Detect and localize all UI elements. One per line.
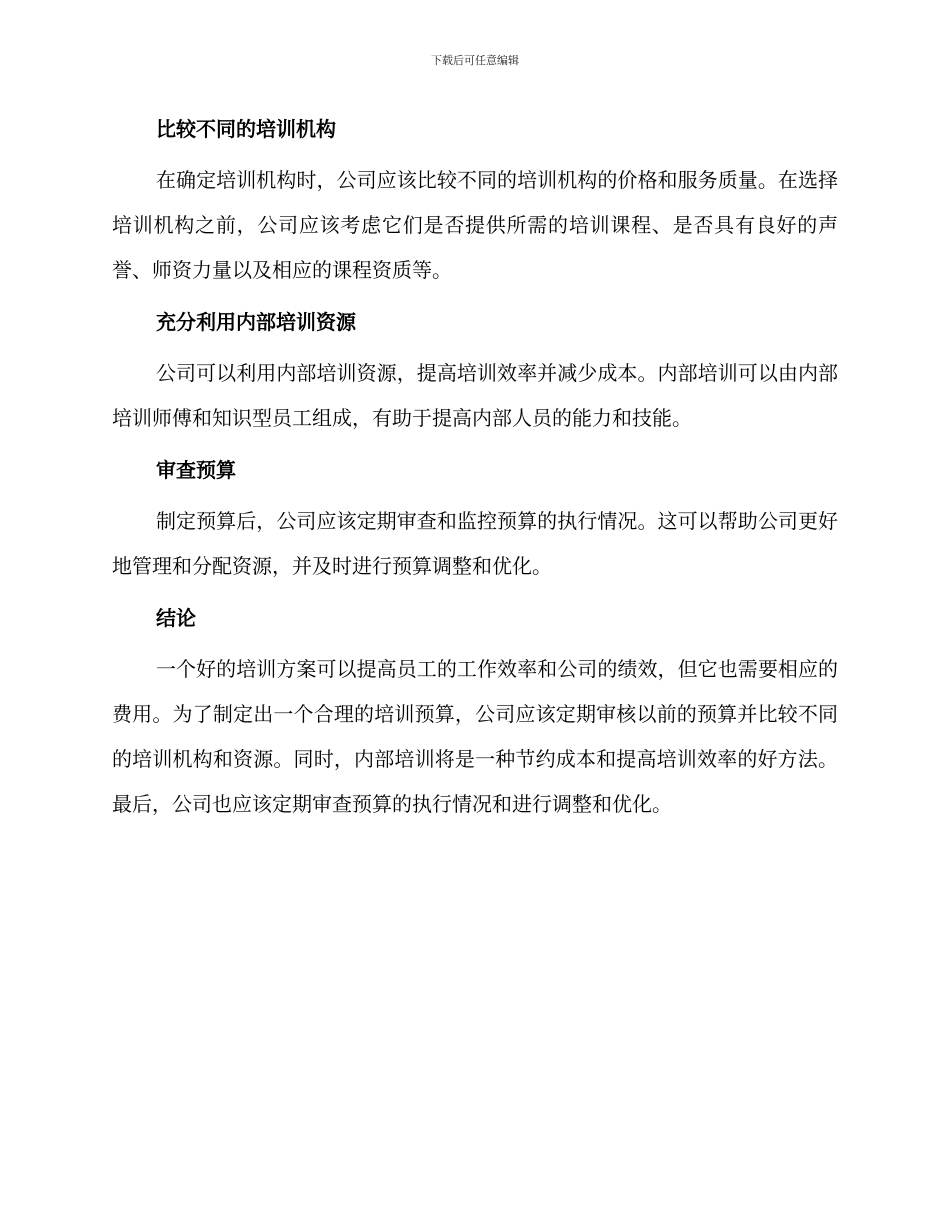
section-conclusion (112, 602, 838, 827)
page-header: 下载后可任意编辑 (431, 54, 519, 67)
document-body (112, 113, 838, 840)
section-paragraph: 在确定培训机构时，公司应该比较不同的培训机构的价格和服务质量。在选择培训机构之前，公司应该考虑它们是否提供所需的培训课程、是否具有良好的声誉、师资力量以及相应的课程资质等。 (112, 168, 838, 282)
section-compare-institutions (112, 113, 838, 293)
section-internal-resources (112, 306, 838, 441)
section-paragraph: 一个好的培训方案可以提高员工的工作效率和公司的绩效，但它也需要相应的费用。为了制定出一个合理的培训预算，公司应该定期审核以前的预算并比较不同的培训机构和资源。同时，内部培训将是一种节约成本和提高培训效率的好方法。最后，公司也应该定期审查预算的执行情况和进行调整和优化。 (112, 657, 838, 816)
section-heading: 审查预算 (156, 458, 236, 482)
section-heading: 充分利用内部培训资源 (156, 310, 356, 334)
section-heading: 结论 (156, 606, 196, 630)
section-paragraph: 制定预算后，公司应该定期审查和监控预算的执行情况。这可以帮助公司更好地管理和分配资源，并及时进行预算调整和优化。 (112, 509, 838, 578)
section-budget-review (112, 454, 838, 589)
section-paragraph: 公司可以利用内部培训资源，提高培训效率并减少成本。内部培训可以由内部培训师傅和知识型员工组成，有助于提高内部人员的能力和技能。 (112, 361, 838, 430)
section-heading: 比较不同的培训机构 (156, 117, 336, 141)
